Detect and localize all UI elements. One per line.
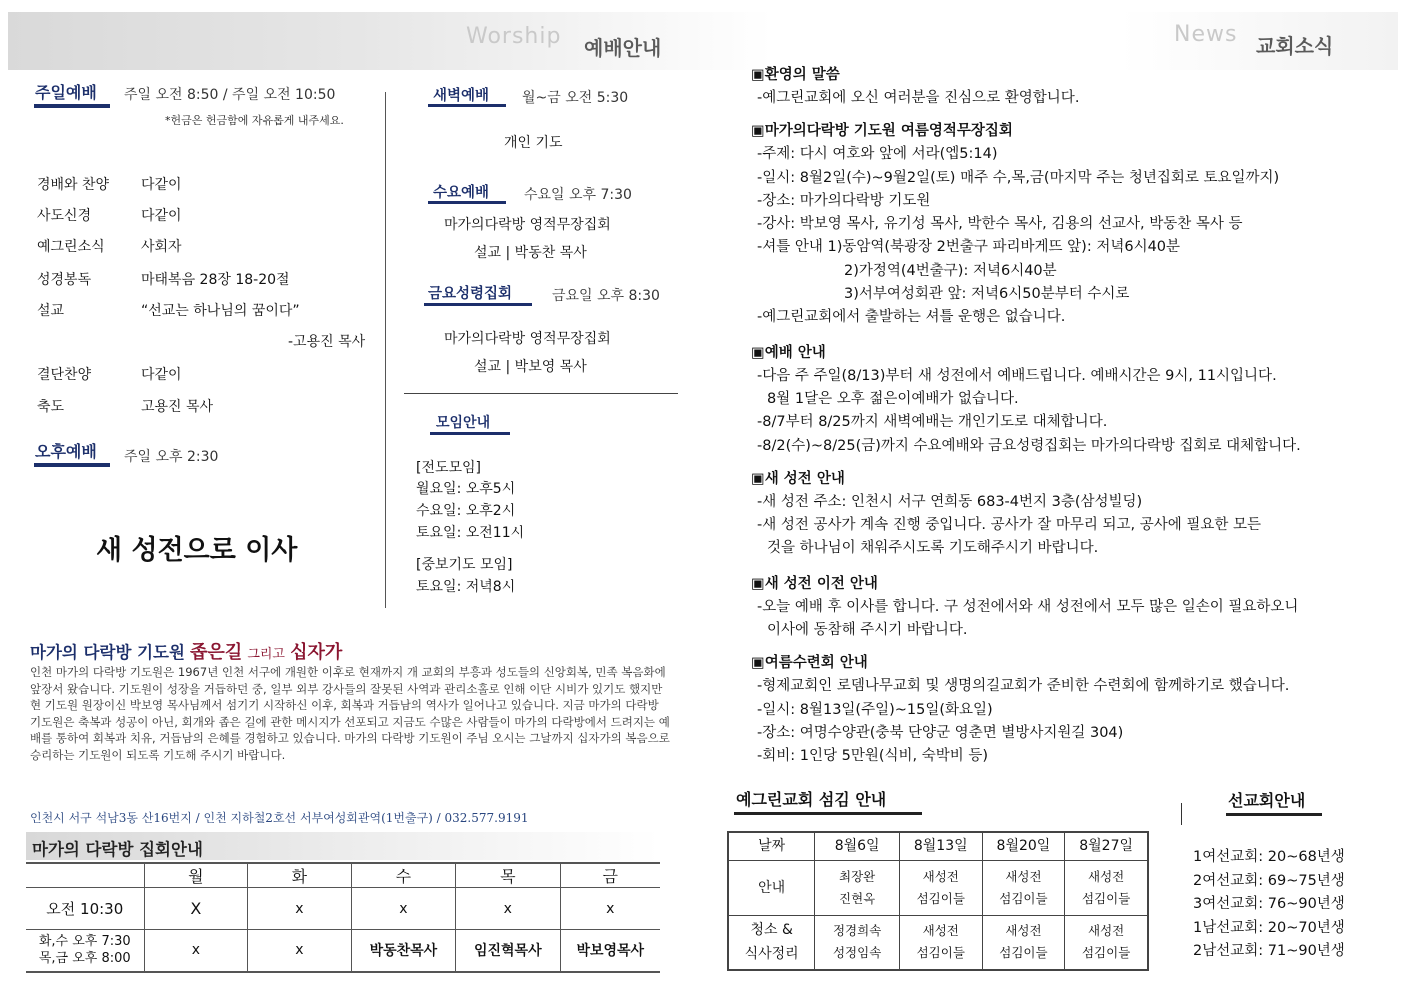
news-en-title: News: [1174, 22, 1238, 47]
serving-header: 8월27일: [1065, 832, 1148, 860]
prayer-title: [중보기도 모임]: [416, 557, 513, 573]
mission-item: 2남선교회: 71~90년생: [1193, 943, 1345, 959]
serving-table: [727, 831, 1149, 971]
serving-cell-line: 섬김이들: [916, 890, 965, 906]
sunday-times: 주일 오전 8:50 / 주일 오전 10:50: [124, 87, 336, 103]
news-block: [751, 468, 1391, 561]
serving-cell-line: 정경희속: [832, 923, 882, 939]
schedule-time-line: 목,금 오후 8:00: [38, 951, 131, 967]
schedule-day: 금: [560, 863, 660, 888]
news-line: 이사에 동참해 주시기 바랍니다.: [767, 622, 968, 639]
serving-title-underline: [734, 812, 922, 815]
serving-cell: [1065, 915, 1148, 970]
serving-cell: [899, 860, 982, 915]
schedule-cell: 박보영목사: [560, 930, 660, 972]
afternoon-title-underline: [34, 463, 110, 467]
serving-cell-line: 새성전: [1088, 868, 1125, 884]
mission-item: 2여선교회: 69~75년생: [1193, 872, 1345, 889]
story-title: [30, 638, 342, 664]
schedule-time: [26, 930, 144, 972]
order-label: 예그린소식: [37, 239, 105, 255]
schedule-day: 수: [351, 863, 455, 888]
serving-cell-line: 새성전: [1088, 923, 1125, 939]
news-line: -8/2(수)~8/25(금)까지 수요예배와 금요성령집회는 마가의다락방 집회로 대체합니다.: [757, 437, 1301, 454]
news-section: [751, 64, 1391, 779]
friday-time: 금요일 오후 8:30: [552, 288, 660, 304]
serving-cell-line: 섬김이들: [999, 890, 1048, 906]
schedule-cell: x: [456, 888, 560, 930]
news-line: -새 성전 주소: 인천시 서구 연희동 683-4번지 3층(삼성빌딩): [757, 493, 1143, 510]
serving-cell: [815, 915, 900, 970]
order-value: “선교는 하나님의 꿈이다”: [141, 303, 300, 319]
news-line: 2)가정역(4번출구): 저녁6시40분: [844, 262, 1057, 279]
news-heading: ▣예배 안내: [751, 344, 826, 361]
move-notice: 새 성전으로 이사: [96, 535, 298, 566]
dawn-content: 개인 기도: [504, 135, 563, 151]
news-line: -8/7부터 8/25까지 새벽예배는 개인기도로 대체합니다.: [757, 414, 1108, 431]
serving-title: 예그린교회 섬김 안내: [736, 790, 887, 809]
dawn-worship-title: 새벽예배: [433, 88, 490, 104]
story-body: 인천 마가의 다락방 기도원은 1967년 인천 서구에 개원한 이후로 현재까지 개 교회의 부흥과 성도들의 신앙회복, 민족 복음화에 앞장서 왔습니다. 기도원이 성장을 거듭하던 중, 일부 외부 강사들의 잘못된 사역과 관리소홀로 인해 이단 시비가 있기도 했지만 현 기도원 원장이신 박보영 목사님께서 섬기기 시작하신 이후, 회복과 거듭남의 역사가 일어나고 있습니다. 지금 마가의 다락방 기도원은 축복과 성공이 아닌, 회개와 좁은 길에 관한 메시지가 선포되고 지금도 수많은 사람들이 마가의 다락방에서 드려지는 예배를 통하여 회복과 치유, 거듭남의 은혜를 경험하고 있습니다. 마가의 다락방 기도원이 주님 오시는 그날까지 십자가의 복음으로 승리하는 기도원이 되도록 기도해 주시기 바랍니다.: [30, 665, 670, 762]
mission-item: 1남선교회: 20~70년생: [1193, 919, 1345, 936]
meetings-title: 모임안내: [436, 415, 491, 431]
news-heading: ▣새 성전 이전 안내: [751, 575, 878, 592]
news-line: -일시: 8월2일(수)~9월2일(토) 매주 수,목,금(마지막 주는 청년집회로 토요일까지): [757, 169, 1280, 186]
mission-item: 3여선교회: 76~90년생: [1193, 896, 1345, 912]
order-label: 경배와 찬양: [37, 177, 110, 193]
story-address: 인천시 서구 석남3동 산16번지 / 인천 지하철2호선 서부여성회관역(1번출구) / 032.577.9191: [30, 811, 529, 825]
serving-cell-line: 최장완: [839, 868, 876, 884]
table-row: [26, 888, 660, 930]
missions-divider: [1181, 803, 1182, 825]
schedule-cell: X: [144, 888, 248, 930]
worship-en-title: Worship: [466, 24, 562, 49]
serving-cell-line: 진현옥: [839, 890, 876, 906]
wednesday-worship-title: 수요예배: [433, 185, 490, 201]
schedule-corner: [26, 863, 144, 888]
story-title-accent1: 좁은길: [190, 642, 243, 663]
column-divider: [385, 92, 386, 608]
serving-cell-line: 새성전: [1005, 923, 1042, 939]
serving-cell: [982, 915, 1065, 970]
mission-item: 1여선교회: 20~68년생: [1193, 849, 1345, 865]
serving-label: 안내: [728, 860, 815, 915]
story-title-accent2: 십자가: [290, 642, 343, 663]
afternoon-worship-title: 오후예배: [35, 442, 97, 461]
serving-cell-line: 섬김이들: [1081, 945, 1131, 961]
sunday-worship-title: 주일예배: [35, 83, 97, 102]
serving-cell-line: 새성전: [922, 923, 959, 939]
schedule-cell: x: [248, 930, 352, 972]
schedule-cell: 임진혁목사: [456, 930, 560, 972]
sunday-title-underline: [34, 104, 110, 108]
worship-ko-title: 예배안내: [584, 36, 662, 60]
evangelism-title: [전도모임]: [416, 460, 482, 476]
serving-cell-line: 새성전: [922, 868, 959, 884]
news-heading: ▣환영의 말씀: [751, 67, 840, 83]
news-heading: ▣새 성전 안내: [751, 470, 845, 487]
evangelism-item: 토요일: 오전11시: [416, 525, 525, 541]
order-label: 성경봉독: [37, 272, 92, 288]
order-value: 다같이: [141, 367, 182, 383]
order-label: 축도: [37, 399, 65, 415]
table-row: [728, 860, 1148, 915]
news-line: -형제교회인 로뎀나무교회 및 생명의길교회가 준비한 수련회에 함께하기로 했습니다.: [757, 678, 1290, 695]
serving-cell-line: 섬김이들: [1081, 890, 1131, 906]
serving-header: 8월20일: [982, 832, 1065, 860]
serving-cell-line: 새성전: [1005, 868, 1042, 884]
schedule-cell: x: [560, 888, 660, 930]
news-line: 8월 1달은 오후 젊은이예배가 없습니다.: [767, 390, 1019, 407]
order-value: 고용진 목사: [141, 399, 214, 415]
meetings-title-underline: [430, 432, 510, 435]
news-line: -장소: 마가의다락방 기도원: [757, 192, 931, 209]
news-line: 3)서부여성회관 앞: 저녁6시50분부터 수시로: [844, 286, 1130, 303]
dawn-time: 월~금 오전 5:30: [522, 90, 629, 106]
schedule-title: 마가의 다락방 집회안내: [32, 840, 203, 859]
serving-cell-line: 섬김이들: [916, 945, 965, 961]
news-line: 것을 하나님이 채워주시도록 기도해주시기 바랍니다.: [767, 540, 1099, 557]
order-value: 다같이: [141, 177, 182, 193]
news-line: -새 성전 공사가 계속 진행 중입니다. 공사가 잘 마무리 되고, 공사에 필요한 모든: [757, 517, 1261, 534]
evangelism-item: 수요일: 오후2시: [416, 503, 516, 519]
schedule-table: [26, 862, 660, 973]
serving-cell: [982, 860, 1065, 915]
serving-header: 8월13일: [899, 832, 982, 860]
wednesday-line1: 마가의다락방 영적무장집회: [444, 217, 611, 233]
serving-cell-line: 성정임속: [832, 945, 882, 961]
serving-header: 날짜: [728, 832, 815, 860]
prayer-item: 토요일: 저녁8시: [416, 579, 516, 595]
order-label: 사도신경: [37, 208, 92, 224]
preacher: -고용진 목사: [288, 334, 366, 350]
news-block: [751, 573, 1391, 643]
news-line: -주제: 다시 여호와 앞에 서라(엡5:14): [757, 146, 998, 163]
wednesday-time: 수요일 오후 7:30: [524, 187, 632, 203]
order-value: 다같이: [141, 208, 182, 224]
evangelism-item: 월요일: 오후5시: [416, 481, 516, 497]
schedule-cell: x: [248, 888, 352, 930]
order-label: 결단찬양: [37, 367, 92, 383]
friday-title-underline: [424, 303, 532, 306]
news-line: -장소: 여명수양관(충북 단양군 영춘면 별방사지원길 304): [757, 724, 1124, 741]
missions-title-underline: [1226, 813, 1322, 816]
news-ko-title: 교회소식: [1256, 34, 1334, 58]
news-line: -다음 주 주일(8/13)부터 새 성전에서 예배드립니다. 예배시간은 9시, 11시입니다.: [757, 367, 1277, 384]
missions-title: 선교회안내: [1228, 791, 1306, 810]
story-title-mid: 그리고: [247, 647, 285, 662]
schedule-day: 목: [456, 863, 560, 888]
wednesday-line2: 설교 | 박동찬 목사: [474, 245, 587, 261]
friday-meeting-title: 금요성령집회: [428, 286, 513, 302]
dawn-title-underline: [428, 104, 506, 107]
schedule-cell: 박동찬목사: [351, 930, 455, 972]
serving-cell: [815, 860, 900, 915]
news-line: -강사: 박보영 목사, 유기성 목사, 박한수 목사, 김용의 선교사, 박동찬 목사 등: [757, 216, 1243, 233]
serving-label: 청소 & 식사정리: [728, 915, 815, 970]
news-heading: ▣여름수련회 안내: [751, 655, 868, 672]
friday-line2: 설교 | 박보영 목사: [474, 359, 587, 375]
news-line: -셔틀 안내 1)동암역(북광장 2번출구 파리바게뜨 앞): 저녁6시40분: [757, 239, 1181, 256]
story-title-main: 마가의 다락방 기도원: [30, 643, 185, 662]
schedule-cell: x: [144, 930, 248, 972]
serving-header: 8월6일: [815, 832, 900, 860]
order-label: 설교: [37, 303, 65, 319]
schedule-day: 월: [144, 863, 248, 888]
news-block: [751, 342, 1391, 458]
news-line: -오늘 예배 후 이사를 합니다. 구 성전에서와 새 성전에서 모두 많은 일손이 필요하오니: [757, 598, 1299, 615]
schedule-time-line: 화,수 오후 7:30: [38, 934, 131, 950]
news-block: [751, 120, 1391, 329]
friday-line1: 마가의다락방 영적무장집회: [444, 331, 611, 347]
afternoon-time: 주일 오후 2:30: [124, 449, 219, 465]
news-line: -회비: 1인당 5만원(식비, 숙박비 등): [757, 748, 989, 765]
news-block: [751, 652, 1391, 768]
serving-cell-line: 섬김이들: [999, 945, 1048, 961]
serving-cell: [899, 915, 982, 970]
serving-cell: [1065, 860, 1148, 915]
schedule-time: 오전 10:30: [26, 888, 144, 930]
news-line: -예그린교회에 오신 여러분을 진심으로 환영합니다.: [757, 90, 1080, 106]
news-heading: ▣마가의다락방 기도원 여름영적무장집회: [751, 123, 1013, 140]
wednesday-title-underline: [428, 201, 506, 204]
order-value: 마태복음 28장 18-20절: [141, 272, 290, 288]
table-row: [728, 915, 1148, 970]
divider-meetings: [404, 393, 678, 394]
table-row: [26, 930, 660, 972]
news-line: -일시: 8월13일(주일)~15일(화요일): [757, 701, 993, 718]
news-line: -예그린교회에서 출발하는 셔틀 운행은 없습니다.: [757, 309, 1066, 326]
missions-list: [1193, 846, 1345, 964]
offering-note: *헌금은 헌금함에 자유롭게 내주세요.: [165, 114, 344, 127]
news-block: [751, 64, 1391, 110]
order-value: 사회자: [141, 239, 182, 255]
schedule-day: 화: [248, 863, 352, 888]
schedule-cell: x: [351, 888, 455, 930]
